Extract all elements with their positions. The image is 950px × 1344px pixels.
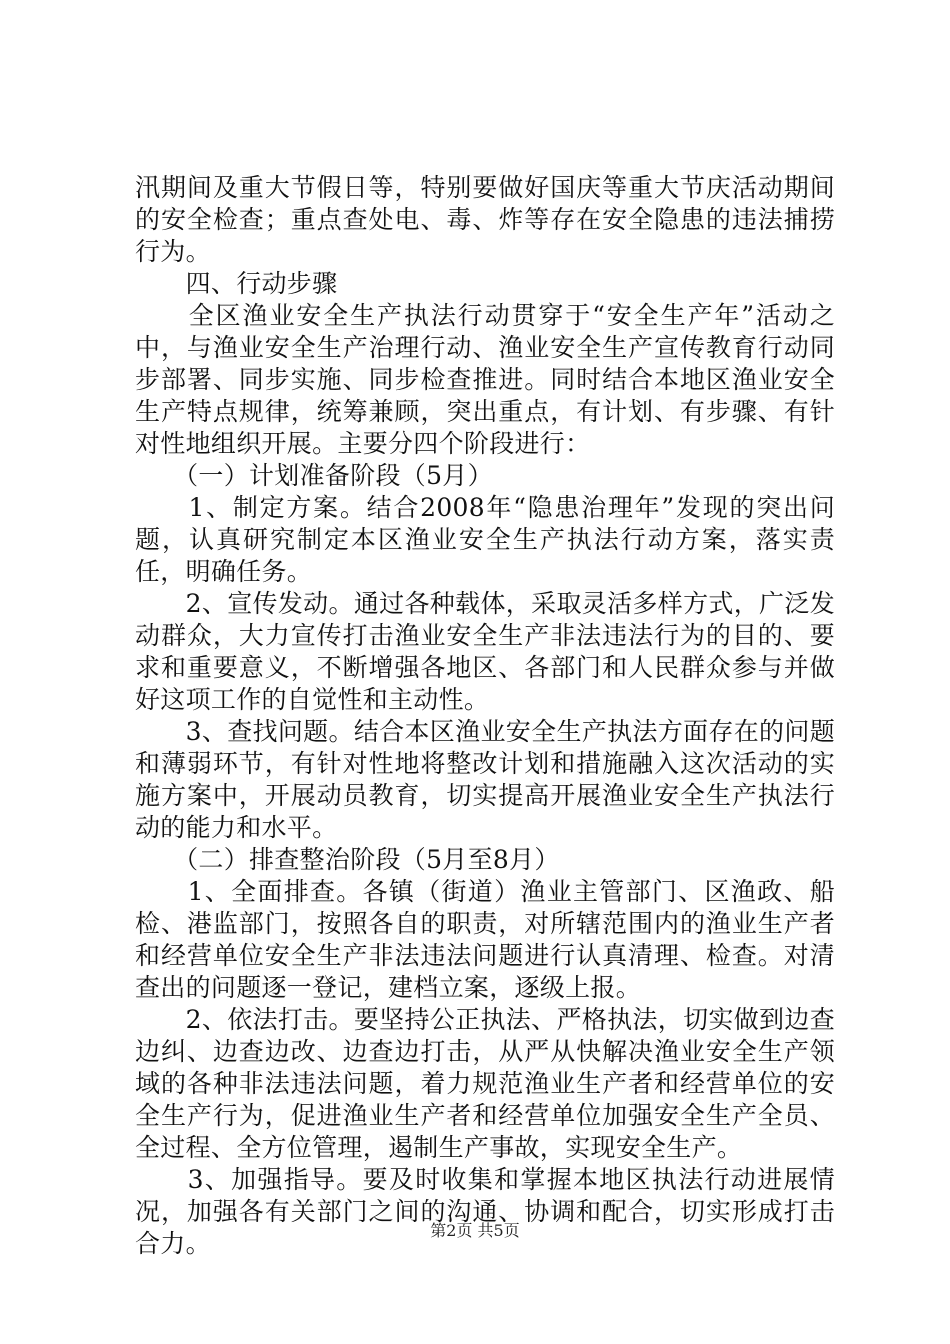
heading-planning-stage: （一）计划准备阶段（5月） (135, 461, 493, 490)
paragraph-action-overview: 全区渔业安全生产执法行动贯穿于“安全生产年”活动之中，与渔业安全生产治理行动、渔业安全生产宣传教育行动同步部署、同步实施、同步检查推进。同时结合本地区渔业安全生产特点规律，统筹兼顾，突出重点，有计划、有步骤、有针对性地组织开展。主要分四个阶段进行： (135, 301, 835, 458)
paragraph-make-plan: 1、制定方案。结合2008年“隐患治理年”发现的突出问题，认真研究制定本区渔业安全生产执法行动方案，落实责任，明确任务。 (135, 493, 835, 586)
paragraph-law-enforcement: 2、依法打击。要坚持公正执法、严格执法，切实做到边查边纠、边查边改、边查边打击，从严从快解决渔业安全生产领域的各种非法违法问题，着力规范渔业生产者和经营单位的安全生产行为，促进渔业生产者和经营单位加强安全生产全员、全过程、全方位管理，遏制生产事故，实现安全生产。 (135, 1005, 835, 1162)
paragraph-publicity: 2、宣传发动。通过各种载体，采取灵活多样方式，广泛发动群众，大力宣传打击渔业安全生产非法违法行为的目的、要求和重要意义，不断增强各地区、各部门和人民群众参与并做好这项工作的自觉性和主动性。 (135, 589, 835, 714)
page-number-footer: 第2页 共5页 (430, 1221, 520, 1240)
heading-inspection-stage: （二）排查整治阶段（5月至8月） (135, 845, 560, 874)
heading-action-steps: 四、行动步骤 (135, 269, 338, 298)
paragraph-find-problems: 3、查找问题。结合本区渔业安全生产执法方面存在的问题和薄弱环节，有针对性地将整改计划和措施融入这次活动的实施方案中，开展动员教育，切实提高开展渔业安全生产执法行动的能力和水平。 (135, 717, 835, 842)
paragraph-full-inspection: 1、全面排查。各镇（街道）渔业主管部门、区渔政、船检、港监部门，按照各自的职责，对所辖范围内的渔业生产者和经营单位安全生产非法违法问题进行认真清理、检查。对清查出的问题逐一登记，建档立案，逐级上报。 (135, 877, 835, 1002)
paragraph-guidance: 3、加强指导。要及时收集和掌握本地区执法行动进展情况，加强各有关部门之间的沟通、协调和配合，切实形成打击合力。 (135, 1165, 835, 1258)
document-body (135, 172, 835, 1260)
paragraph-flood-season-inspection: 汛期间及重大节假日等，特别要做好国庆等重大节庆活动期间的安全检查；重点查处电、毒、炸等存在安全隐患的违法捕捞行为。 (135, 173, 835, 266)
